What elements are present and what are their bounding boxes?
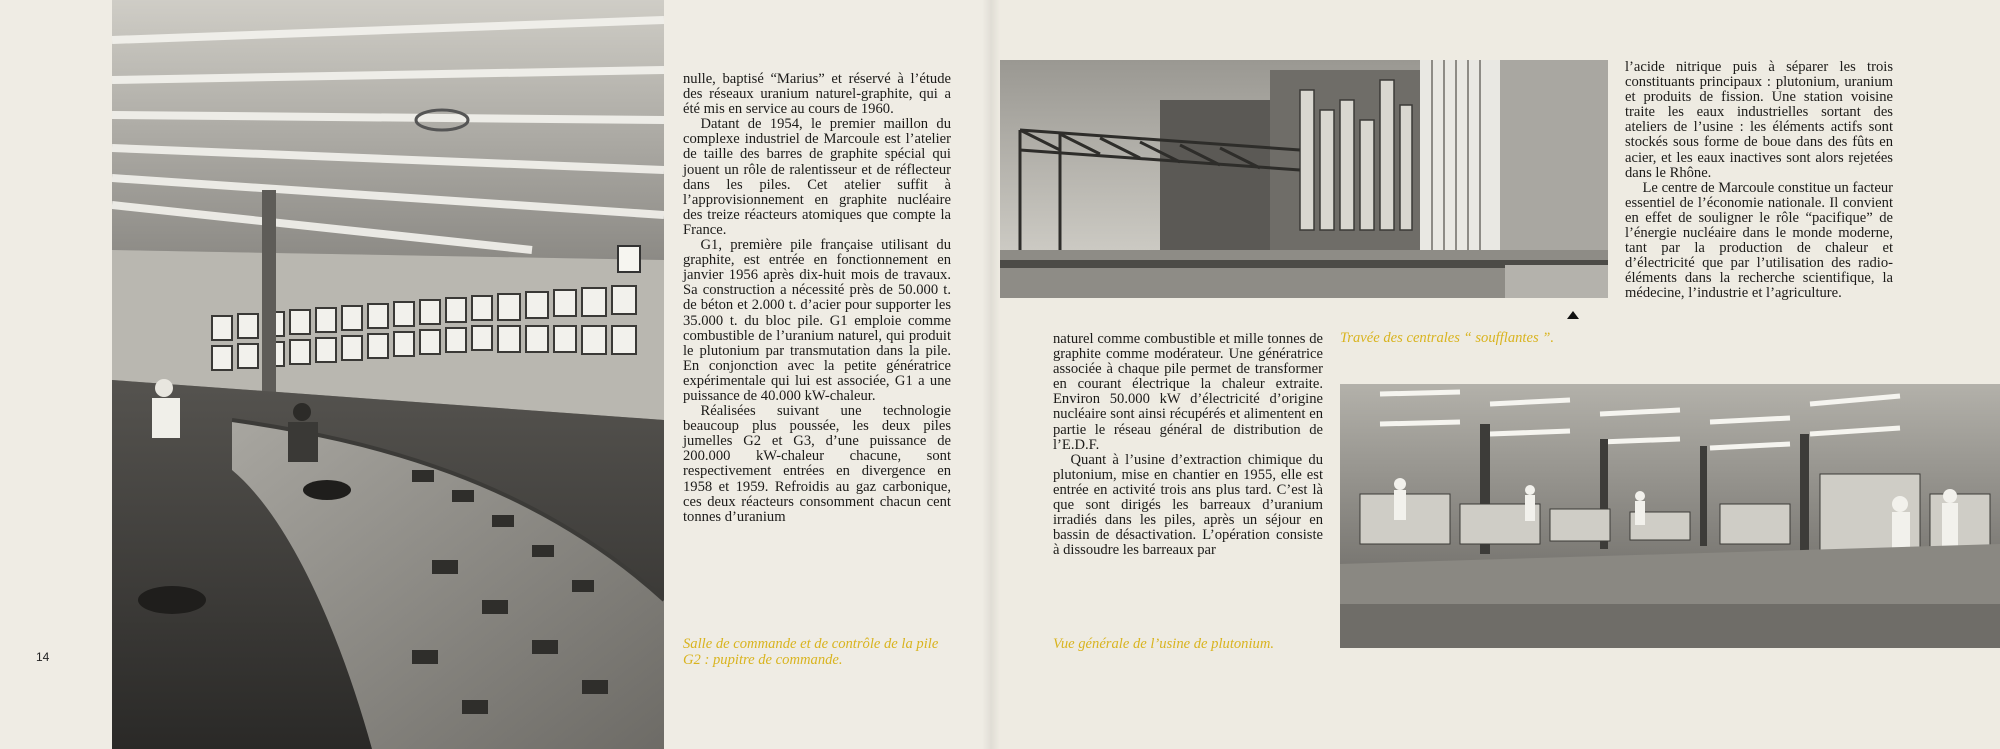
page-number: 14 [36, 650, 50, 664]
centrales-photo [1000, 60, 1608, 298]
text-column-left [683, 72, 951, 525]
control-room-photo [112, 0, 664, 749]
plutonium-factory-photo [1340, 384, 2000, 648]
paragraph: l’acide nitrique puis à séparer les trois constituants principaux : plutonium, uranium et produits de fission. Une station voisine traite les eaux industrielles sortant des ateliers de l’usine : les éléments actifs sont stockés sous forme de boue dans des fûts en acier, et les eaux inactives sont alors rejetées dans le Rhône. [1625, 59, 1893, 181]
photo-pointer-icon [1567, 311, 1579, 319]
paragraph: G1, première pile française utilisant du graphite, est entrée en fonctionnement en janvier 1956 après dix-huit mois de travaux. Sa construction a nécessité près de 50.000 t. de béton et 2.000 t. d’acier pour supporter les 35.000 t. du bloc pile. G1 emploie comme combustible de l’uranium naturel, qui produit le plutonium par transmutation dans la pile. En conjonction avec la petite génératrice expérimentale qui lui est associée, G1 a une puissance de 40.000 kW-chaleur. [683, 237, 951, 404]
caption-control-room: Salle de commande et de contrôle de la pile G2 : pupitre de commande. [683, 636, 939, 668]
text-column-right [1625, 60, 1893, 302]
caption-usine: Vue générale de l’usine de plutonium. [1053, 636, 1275, 652]
text-column-middle [1053, 332, 1323, 558]
paragraph: Réalisées suivant une technologie beaucoup plus poussée, les deux piles jumelles G2 et G3, d’une puissance de 200.000 kW-chaleur chacune, sont respectivement entrées en divergence en 1958 et 1959. Refroidis au gaz carbonique, ces deux réacteurs consomment chacun cent tonnes d’uranium [683, 403, 951, 525]
paragraph: naturel comme combustible et mille tonnes de graphite comme modérateur. Une génératrice associée à chaque pile permet de transformer en courant électrique la chaleur extraite. Environ 50.000 kW d’électricité d’origine nucléaire sont ainsi récupérés et alimentent en partie le réseau général de distribution de l’E.D.F. [1053, 331, 1323, 453]
book-gutter [982, 0, 1000, 749]
paragraph: nulle, baptisé “Marius” et réservé à l’étude des réseaux uranium naturel-graphite, qui a été mis en service au cours de 1960. [683, 71, 951, 118]
paragraph: Le centre de Marcoule constitue un facteur essentiel de l’économie nationale. Il convient en effet de souligner le rôle “pacifique” de l’énergie nucléaire dans le monde moderne, tant par la production de chaleur et d’électricité que par l’utilisation des radio-éléments dans la recherche scientifique, la médecine, l’industrie et l’agriculture. [1625, 179, 1893, 302]
paragraph: Quant à l’usine d’extraction chimique du plutonium, mise en chantier en 1955, elle est entrée en activité trois ans plus tard. C’est là que sont dirigés les barreaux d’uranium irradiés dans les piles, après un séjour en bassin de désactivation. L’opération consiste à dissoudre les barreaux par [1053, 451, 1323, 559]
caption-centrales: Travée des centrales “ soufflantes ”. [1340, 330, 1555, 346]
paragraph: Datant de 1954, le premier maillon du complexe industriel de Marcoule est l’atelier de taille des barres de graphite spécial qui jouent un rôle de ralentisseur et de réflecteur dans les piles. Cet atelier suffit à l’approvisionnement en graphite nucléaire des treize réacteurs atomiques que compte la France. [683, 116, 951, 238]
